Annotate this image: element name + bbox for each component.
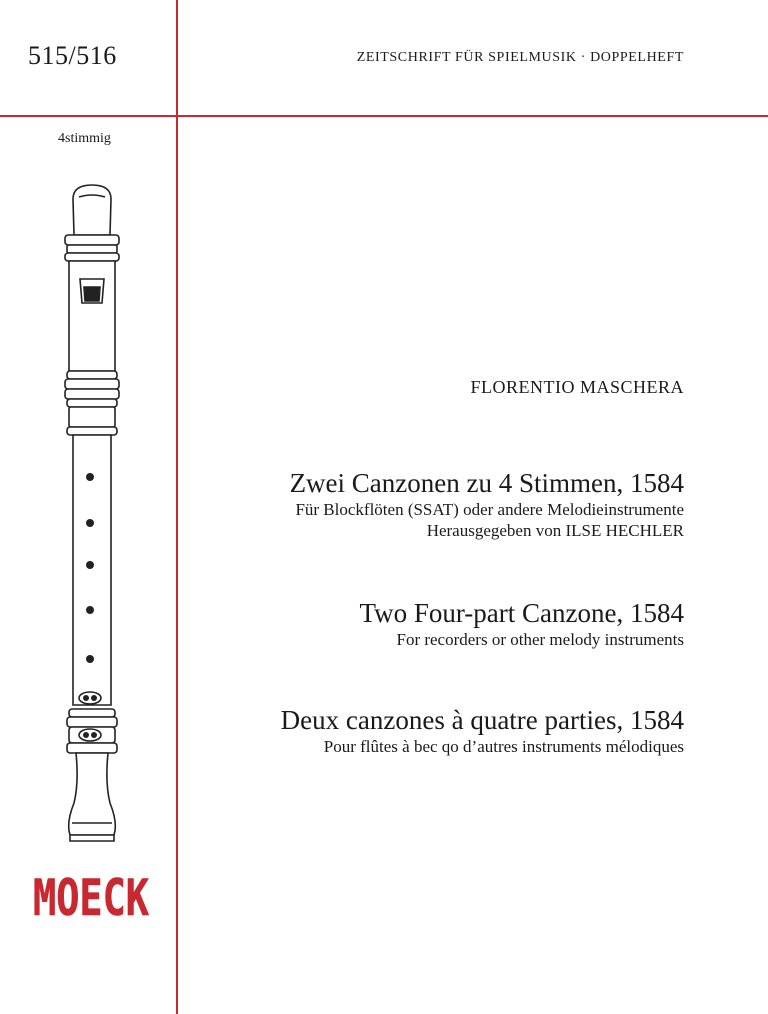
- german-block: [290, 468, 684, 541]
- horizontal-red-rule: [0, 115, 768, 117]
- series-title: ZEITSCHRIFT FÜR SPIELMUSIK · DOPPELHEFT: [356, 50, 684, 65]
- logo-text: MOECK: [33, 869, 149, 927]
- english-instrumentation: For recorders or other melody instruments: [396, 630, 684, 649]
- vertical-red-rule: [176, 0, 178, 1014]
- moeck-logo: [33, 869, 149, 927]
- french-instrumentation: Pour flûtes à bec qo d’autres instruments mélodiques: [323, 737, 684, 756]
- german-instrumentation: Für Blockflöten (SSAT) oder andere Melodieinstrumente: [295, 500, 684, 519]
- voices-label: 4stimmig: [58, 131, 111, 146]
- german-editor: Herausgegeben von ILSE HECHLER: [426, 521, 684, 540]
- french-title: Deux canzones à quatre parties, 1584: [280, 705, 684, 735]
- english-block: [359, 598, 684, 650]
- english-title: Two Four-part Canzone, 1584: [359, 598, 684, 628]
- french-block: [281, 705, 684, 757]
- german-title: Zwei Canzonen zu 4 Stimmen, 1584: [289, 468, 684, 498]
- composer-name: FLORENTIO MASCHERA: [470, 377, 684, 397]
- issue-number: 515/516: [28, 41, 117, 70]
- recorder-illustration: [52, 183, 132, 843]
